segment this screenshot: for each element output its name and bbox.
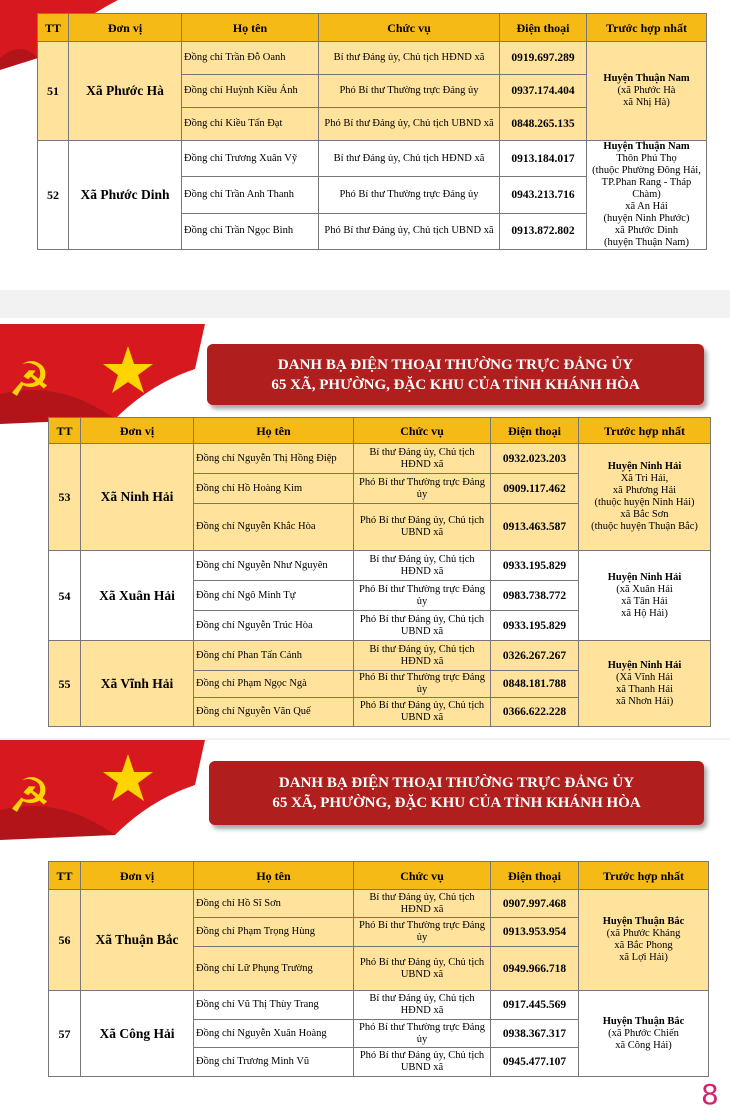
unit-number: 56	[49, 890, 81, 991]
unit-name: Xã Phước Dinh	[69, 141, 182, 250]
pre-merger-line: (Xã Vĩnh Hải	[616, 671, 673, 683]
pre-merger-line: xã Hộ Hải)	[621, 607, 668, 619]
table-row	[49, 444, 711, 474]
unit-name: Xã Phước Hà	[69, 42, 182, 141]
pre-merger-line: xã Công Hải)	[615, 1039, 672, 1051]
member-phone: 0913.184.017	[500, 141, 587, 177]
member-name: Đồng chí Phan Tấn Cảnh	[194, 641, 354, 671]
pre-merger-cell	[587, 141, 707, 250]
member-name: Đồng chí Nguyễn Trúc Hòa	[194, 611, 354, 641]
member-name: Đồng chí Trần Ngọc Bình	[182, 213, 319, 249]
pre-merger-line: xã Nhị Hà)	[623, 97, 670, 108]
table-row	[49, 641, 711, 671]
table-header-row	[49, 862, 709, 890]
directory-table-3	[48, 861, 709, 1077]
member-position: Phó Bí thư Đảng ủy, Chủ tịch UBND xã	[354, 504, 491, 551]
member-name: Đồng chí Hồ Hoàng Kim	[194, 474, 354, 504]
column-header-phone: Điện thoại	[500, 14, 587, 42]
table-row	[49, 991, 709, 1020]
member-position: Phó Bí thư Đảng ủy, Chủ tịch UBND xã	[354, 698, 491, 727]
page-gap-1	[0, 290, 730, 318]
member-position: Phó Bí thư Thường trực Đảng ủy	[319, 177, 500, 213]
member-position: Bí thư Đảng ủy, Chủ tịch HĐND xã	[319, 141, 500, 177]
title-banner-3	[209, 761, 704, 825]
column-header-merged: Trước hợp nhất	[587, 14, 707, 42]
unit-name: Xã Xuân Hải	[81, 551, 194, 641]
pre-merger-line: xã Phương Hải	[612, 485, 677, 496]
member-name: Đồng chí Trần Đỗ Oanh	[182, 42, 319, 75]
column-header-merged: Trước hợp nhất	[579, 862, 709, 890]
member-position: Phó Bí thư Thường trực Đảng ủy	[319, 75, 500, 108]
unit-name: Xã Ninh Hải	[81, 444, 194, 551]
unit-name: Xã Vĩnh Hải	[81, 641, 194, 727]
directory-table-2	[48, 417, 711, 727]
pre-merger-line: TP.Phan Rang - Tháp Chàm)	[601, 177, 692, 200]
member-name: Đồng chí Phạm Trọng Hùng	[194, 918, 354, 947]
flag-hammer-sickle-star-icon	[0, 324, 210, 424]
member-name: Đồng chí Phạm Ngọc Ngà	[194, 671, 354, 698]
column-header-position: Chức vụ	[354, 418, 491, 444]
panel-2	[0, 318, 730, 738]
member-phone: 0848.181.788	[491, 671, 579, 698]
pre-merger-cell	[579, 890, 709, 991]
column-header-phone: Điện thoại	[491, 862, 579, 890]
member-name: Đồng chí Lữ Phụng Trường	[194, 947, 354, 991]
pre-merger-line: (xã Xuân Hải	[616, 583, 673, 595]
column-header-name: Họ tên	[194, 862, 354, 890]
member-phone: 0366.622.228	[491, 698, 579, 727]
member-phone: 0933.195.829	[491, 611, 579, 641]
pre-merger-district: Huyện Thuận Nam	[603, 73, 690, 84]
member-name: Đồng chí Nguyễn Xuân Hoàng	[194, 1020, 354, 1048]
pre-merger-cell	[579, 551, 711, 641]
unit-number: 52	[38, 141, 69, 250]
column-header-name: Họ tên	[182, 14, 319, 42]
member-position: Phó Bí thư Đảng ủy, Chủ tịch UBND xã	[354, 947, 491, 991]
member-phone: 0949.966.718	[491, 947, 579, 991]
pre-merger-line: xã Lợi Hải)	[619, 952, 668, 963]
member-name: Đồng chí Nguyễn Như Nguyên	[194, 551, 354, 581]
member-phone: 0983.738.772	[491, 581, 579, 611]
member-position: Phó Bí thư Đảng ủy, Chủ tịch UBND xã	[354, 1048, 491, 1077]
pre-merger-district: Huyện Thuận Nam	[603, 141, 690, 152]
pre-merger-cell	[579, 641, 711, 727]
table-header-row	[38, 14, 707, 42]
pre-merger-cell	[579, 991, 709, 1077]
member-phone: 0945.477.107	[491, 1048, 579, 1077]
column-header-position: Chức vụ	[354, 862, 491, 890]
member-position: Bí thư Đảng ủy, Chủ tịch HĐND xã	[354, 641, 491, 671]
pre-merger-line: (huyện Ninh Phước)	[603, 213, 690, 224]
pre-merger-line: xã Nhơn Hải)	[615, 695, 674, 707]
pre-merger-cell	[579, 444, 711, 551]
member-phone: 0937.174.404	[500, 75, 587, 108]
member-name: Đồng chí Nguyễn Thị Hồng Điệp	[194, 444, 354, 474]
svg-text:☭: ☭	[8, 768, 52, 824]
member-name: Đồng chí Trương Xuân Vỹ	[182, 141, 319, 177]
column-header-position: Chức vụ	[319, 14, 500, 42]
member-name: Đồng chí Nguyễn Khắc Hòa	[194, 504, 354, 551]
member-phone: 0943.213.716	[500, 177, 587, 213]
pre-merger-line: (huyện Thuận Nam)	[604, 237, 689, 248]
table-row	[38, 141, 707, 177]
member-position: Bí thư Đảng ủy, Chủ tịch HĐND xã	[354, 991, 491, 1020]
banner-line-2: 65 XÃ, PHƯỜNG, ĐẶC KHU CỦA TỈNH KHÁNH HÒA	[272, 795, 641, 811]
pre-merger-line: xã Tân Hải	[621, 595, 668, 607]
pre-merger-line: xã Thanh Hải	[616, 683, 673, 695]
unit-number: 57	[49, 991, 81, 1077]
pre-merger-cell	[587, 42, 707, 141]
member-phone: 0907.997.468	[491, 890, 579, 918]
unit-name: Xã Công Hải	[81, 991, 194, 1077]
column-header-merged: Trước hợp nhất	[579, 418, 711, 444]
unit-name: Xã Thuận Bắc	[81, 890, 194, 991]
member-position: Bí thư Đảng ủy, Chủ tịch HĐND xã	[354, 890, 491, 918]
pre-merger-line: (thuộc huyện Ninh Hải)	[594, 497, 695, 508]
column-header-name: Họ tên	[194, 418, 354, 444]
pre-merger-district: Huyện Ninh Hải	[607, 571, 682, 583]
svg-text:☭: ☭	[8, 352, 52, 408]
page-number: 8	[701, 1078, 719, 1111]
member-name: Đồng chí Trương Minh Vũ	[194, 1048, 354, 1077]
member-phone: 0913.953.954	[491, 918, 579, 947]
member-position: Phó Bí thư Đảng ủy, Chủ tịch UBND xã	[354, 611, 491, 641]
pre-merger-district: Huyện Thuận Bắc	[602, 1015, 685, 1027]
member-phone: 0933.195.829	[491, 551, 579, 581]
pre-merger-line: Thôn Phú Thọ	[616, 153, 677, 164]
pre-merger-district: Huyện Ninh Hải	[607, 659, 682, 671]
member-phone: 0919.697.289	[500, 42, 587, 75]
column-header-unit: Đơn vị	[81, 418, 194, 444]
member-name: Đồng chí Trần Anh Thanh	[182, 177, 319, 213]
member-name: Đồng chí Vũ Thị Thùy Trang	[194, 991, 354, 1020]
member-position: Phó Bí thư Thường trực Đảng ủy	[354, 474, 491, 504]
member-phone: 0913.872.802	[500, 213, 587, 249]
member-name: Đồng chí Nguyễn Văn Quế	[194, 698, 354, 727]
member-phone: 0932.023.203	[491, 444, 579, 474]
pre-merger-line: xã Bắc Phong	[614, 940, 673, 951]
member-phone: 0913.463.587	[491, 504, 579, 551]
pre-merger-line: (thuộc Phường Đông Hải,	[592, 165, 701, 176]
table-row	[49, 890, 709, 918]
column-header-unit: Đơn vị	[81, 862, 194, 890]
member-position: Bí thư Đảng ủy, Chủ tịch HĐND xã	[354, 444, 491, 474]
member-name: Đồng chí Hồ Sĩ Sơn	[194, 890, 354, 918]
member-position: Phó Bí thư Đảng ủy, Chủ tịch UBND xã	[319, 108, 500, 141]
member-phone: 0938.367.317	[491, 1020, 579, 1048]
unit-number: 55	[49, 641, 81, 727]
member-name: Đồng chí Huỳnh Kiều Ánh	[182, 75, 319, 108]
panel-1	[0, 0, 730, 290]
member-position: Phó Bí thư Thường trực Đảng ủy	[354, 581, 491, 611]
member-phone: 0848.265.135	[500, 108, 587, 141]
pre-merger-line: (xã Phước Chiến	[608, 1027, 679, 1039]
column-header-unit: Đơn vị	[69, 14, 182, 42]
title-banner-2	[207, 344, 704, 405]
table-row	[49, 551, 711, 581]
pre-merger-line: Xã Tri Hải,	[620, 473, 669, 484]
member-name: Đồng chí Ngô Minh Tự	[194, 581, 354, 611]
pre-merger-line: xã An Hải	[625, 201, 668, 212]
flag-hammer-sickle-star-icon	[0, 740, 210, 840]
pre-merger-line: (xã Phước Kháng	[606, 928, 681, 939]
column-header-tt: TT	[49, 862, 81, 890]
unit-number: 53	[49, 444, 81, 551]
member-position: Bí thư Đảng ủy, Chủ tịch HĐND xã	[354, 551, 491, 581]
column-header-tt: TT	[49, 418, 81, 444]
member-name: Đồng chí Kiều Tấn Đạt	[182, 108, 319, 141]
member-position: Phó Bí thư Thường trực Đảng ủy	[354, 918, 491, 947]
pre-merger-line: (xã Phước Hà	[617, 85, 676, 96]
pre-merger-district: Huyện Ninh Hải	[607, 461, 682, 472]
banner-line-1: DANH BẠ ĐIỆN THOẠI THƯỜNG TRỰC ĐẢNG ỦY	[278, 775, 635, 791]
member-position: Phó Bí thư Thường trực Đảng ủy	[354, 671, 491, 698]
member-position: Phó Bí thư Thường trực Đảng ủy	[354, 1020, 491, 1048]
column-header-phone: Điện thoại	[491, 418, 579, 444]
member-phone: 0326.267.267	[491, 641, 579, 671]
panel-3	[0, 740, 730, 1117]
member-phone: 0917.445.569	[491, 991, 579, 1020]
unit-number: 54	[49, 551, 81, 641]
member-phone: 0909.117.462	[491, 474, 579, 504]
banner-line-1: DANH BẠ ĐIỆN THOẠI THƯỜNG TRỰC ĐẢNG ỦY	[277, 356, 634, 373]
table-row	[38, 42, 707, 75]
pre-merger-district: Huyện Thuận Bắc	[602, 916, 685, 927]
table-header-row	[49, 418, 711, 444]
unit-number: 51	[38, 42, 69, 141]
pre-merger-line: xã Phước Dinh	[614, 225, 679, 236]
pre-merger-line: (thuộc huyện Thuận Bắc)	[591, 521, 698, 532]
directory-table-1	[37, 13, 707, 250]
member-position: Phó Bí thư Đảng ủy, Chủ tịch UBND xã	[319, 213, 500, 249]
column-header-tt: TT	[38, 14, 69, 42]
member-position: Bí thư Đảng ủy, Chủ tịch HĐND xã	[319, 42, 500, 75]
banner-line-2: 65 XÃ, PHƯỜNG, ĐẶC KHU CỦA TỈNH KHÁNH HÒA	[271, 376, 640, 393]
pre-merger-line: xã Bắc Sơn	[620, 509, 669, 520]
